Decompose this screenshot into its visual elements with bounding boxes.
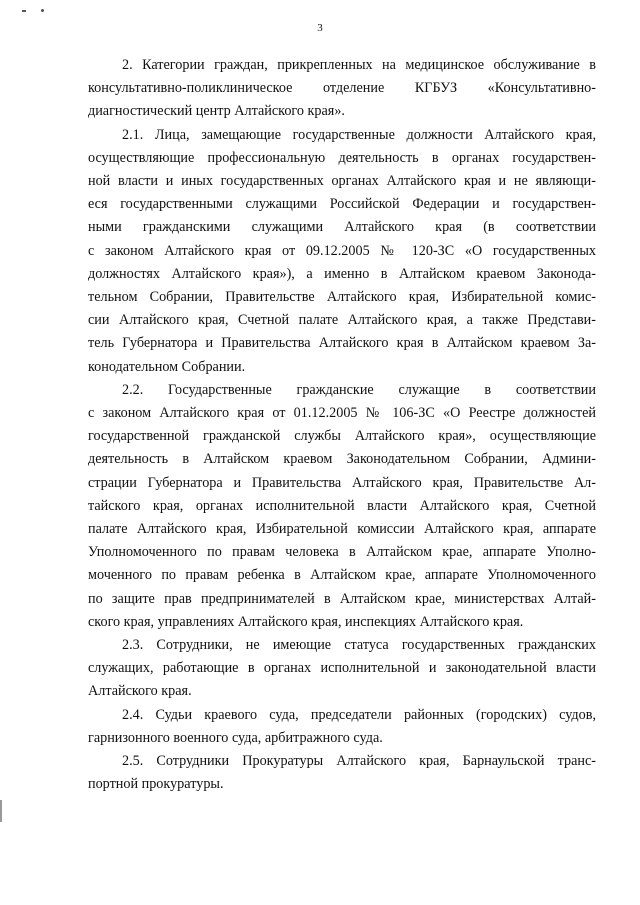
- paragraph-p-2-4: [88, 704, 596, 750]
- text-line: 2.2. Государственные гражданские служащие в соответствии: [122, 381, 596, 398]
- scan-artifact: [22, 10, 26, 12]
- scan-artifact: [0, 800, 2, 822]
- text-line: конодательном Собрании.: [88, 358, 246, 375]
- text-line: диагностический центр Алтайского края».: [88, 103, 345, 120]
- paragraph-p-2-2: [88, 379, 596, 634]
- text-line: 2.4. Судьи краевого суда, председатели районных (городских) судов,: [122, 706, 596, 723]
- text-line: ными гражданскими служащими Алтайского края (в соответствии: [88, 219, 596, 236]
- text-line: Уполномоченного по правам человека в Алтайском крае, аппарате Уполно-: [88, 544, 596, 561]
- text-line: тель Губернатора и Правительства Алтайского края в Алтайском краевом За-: [88, 335, 596, 352]
- document-body: [88, 54, 596, 797]
- text-line: еся государственными служащими Российской Федерации и государствен-: [88, 196, 596, 213]
- paragraph-p-2-3: [88, 634, 596, 704]
- text-line: ского края, управлениях Алтайского края, инспекциях Алтайского края.: [88, 613, 524, 630]
- page-number: 3: [317, 22, 323, 34]
- text-line: страции Губернатора и Правительства Алтайского края, Правительстве Ал-: [88, 474, 596, 491]
- text-line: 2.3. Сотрудники, не имеющие статуса государственных гражданских: [122, 637, 596, 654]
- text-line: 2.1. Лица, замещающие государственные должности Алтайского края,: [122, 126, 596, 143]
- text-line: моченного по правам ребенка в Алтайском крае, аппарате Уполномоченного: [88, 567, 596, 584]
- text-line: 2. Категории граждан, прикрепленных на медицинское обслуживание в: [122, 57, 596, 73]
- text-line: ной власти и иных государственных органах Алтайского края и не являющи-: [88, 173, 596, 190]
- text-line: государственной гражданской службы Алтайского края», осуществляющие: [88, 428, 596, 445]
- scan-artifact: [41, 9, 44, 12]
- text-line: сии Алтайского края, Счетной палате Алтайского края, а также Представи-: [88, 312, 596, 329]
- text-line: тайского края, органах исполнительной власти Алтайского края, Счетной: [88, 497, 596, 514]
- text-line: служащих, работающие в органах исполнительной и законодательной власти: [88, 660, 596, 677]
- text-line: по защите прав предпринимателей в Алтайском крае, министерствах Алтай-: [88, 590, 596, 607]
- text-line: с законом Алтайского края от 01.12.2005 № 106-ЗС «О Реестре должностей: [88, 405, 596, 422]
- text-line: Алтайского края.: [88, 683, 192, 700]
- text-line: тельном Собрании, Правительстве Алтайского края, Избирательной комис-: [88, 289, 596, 306]
- paragraph-p-2-5: [88, 750, 596, 796]
- text-line: портной прокуратуры.: [88, 776, 224, 793]
- text-line: должностях Алтайского края»), а именно в Алтайском краевом Законода-: [88, 265, 596, 282]
- text-line: с законом Алтайского края от 09.12.2005 № 120-ЗС «О государственных: [88, 242, 596, 259]
- text-line: консультативно-поликлиническое отделение КГБУЗ «Консультативно-: [88, 80, 596, 97]
- text-line: деятельность в Алтайском краевом Законодательном Собрании, Админи-: [88, 451, 596, 468]
- paragraph-p-2: [88, 54, 596, 124]
- paragraph-p-2-1: [88, 124, 596, 379]
- text-line: гарнизонного военного суда, арбитражного суда.: [88, 729, 383, 746]
- text-line: 2.5. Сотрудники Прокуратуры Алтайского края, Барнаульской транс-: [122, 753, 596, 770]
- text-line: палате Алтайского края, Избирательной комиссии Алтайского края, аппарате: [88, 521, 596, 538]
- text-line: осуществляющие профессиональную деятельность в органах государствен-: [88, 149, 596, 166]
